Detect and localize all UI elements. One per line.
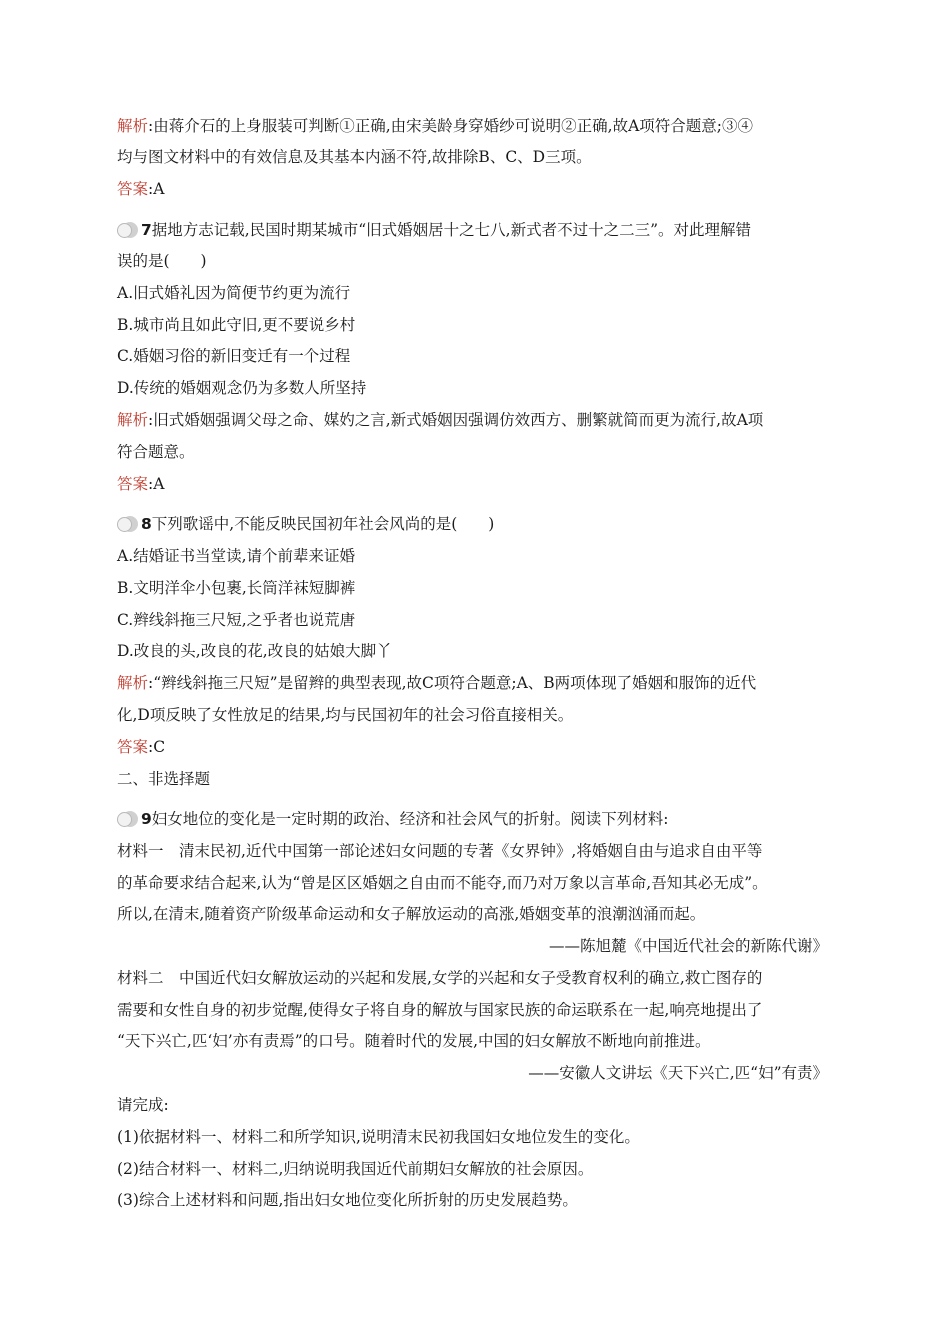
q9-stem	[117, 808, 669, 830]
question-stem: 下列歌谣中,不能反映民国初年社会风尚的是( )	[151, 515, 495, 533]
analysis-text: :旧式婚姻强调父母之命、媒妁之言,新式婚姻因强调仿效西方、删繁就简而更为流行,故A项	[148, 411, 764, 429]
question-marker-icon	[117, 811, 141, 827]
q7-option-b: B.城市尚且如此守旧,更不要说乡村	[117, 316, 356, 334]
q8-analysis-line2: 化,D项反映了女性放足的结果,均与民国初年的社会习俗直接相关。	[117, 706, 574, 724]
q8-option-b: B.文明洋伞小包裹,长筒洋袜短脚裤	[117, 579, 356, 597]
q8-option-a: A.结婚证书当堂读,请个前辈来证婚	[117, 547, 356, 565]
q7-stem-line1	[117, 219, 751, 241]
answer-value: :C	[148, 738, 166, 756]
question-number: 7	[141, 221, 152, 239]
q9-subquestion-1: (1)依据材料一、材料二和所学知识,说明清末民初我国妇女地位发生的变化。	[117, 1128, 640, 1146]
q8-answer	[117, 736, 165, 758]
analysis-label: 解析	[117, 674, 149, 692]
q9-material1-line1: 材料一 清末民初,近代中国第一部论述妇女问题的专著《女界钟》,将婚姻自由与追求自由平等	[117, 842, 763, 860]
answer-value: :A	[148, 180, 165, 198]
question-number: 8	[141, 515, 152, 533]
section-title: 二、非选择题	[117, 770, 211, 788]
answer-label: 答案	[117, 475, 149, 493]
q8-stem	[117, 513, 494, 535]
q9-material2-source: ——安徽人文讲坛《天下兴亡,匹“妇”有责》	[528, 1064, 828, 1082]
q7-option-d: D.传统的婚姻观念仍为多数人所坚持	[117, 379, 367, 397]
q9-material2-line1: 材料二 中国近代妇女解放运动的兴起和发展,女学的兴起和女子受教育权利的确立,救亡图存的	[117, 969, 763, 987]
analysis-label: 解析	[117, 411, 149, 429]
answer-label: 答案	[117, 180, 149, 198]
q7-option-c: C.婚姻习俗的新旧变迁有一个过程	[117, 347, 351, 365]
q9-material2-line3: “天下兴亡,匹‘妇’亦有责焉”的口号。随着时代的发展,中国的妇女解放不断地向前推进。	[117, 1032, 711, 1050]
q9-material1-line3: 所以,在清末,随着资产阶级革命运动和女子解放运动的高涨,婚姻变革的浪潮汹涌而起。	[117, 905, 706, 923]
answer-value: :A	[148, 475, 165, 493]
question-number: 9	[141, 810, 152, 828]
q8-option-d: D.改良的头,改良的花,改良的姑娘大脚丫	[117, 642, 392, 660]
q9-material1-source: ——陈旭麓《中国近代社会的新陈代谢》	[548, 937, 828, 955]
q9-prompt: 请完成:	[117, 1096, 169, 1114]
q9-subquestion-3: (3)综合上述材料和问题,指出妇女地位变化所折射的历史发展趋势。	[117, 1191, 578, 1209]
q7-analysis-line1	[117, 409, 763, 431]
q6-analysis-line1	[117, 115, 753, 137]
question-stem: 妇女地位的变化是一定时期的政治、经济和社会风气的折射。阅读下列材料:	[151, 810, 669, 828]
q9-subquestion-2: (2)结合材料一、材料二,归纳说明我国近代前期妇女解放的社会原因。	[117, 1160, 594, 1178]
q6-analysis-line2: 均与图文材料中的有效信息及其基本内涵不符,故排除B、C、D三项。	[117, 148, 592, 166]
question-stem: 据地方志记载,民国时期某城市“旧式婚姻居十之七八,新式者不过十之二三”。对此理解错	[151, 221, 752, 239]
q7-answer	[117, 473, 164, 495]
question-marker-icon	[117, 516, 141, 532]
q9-material1-line2: 的革命要求结合起来,认为“曾是区区婚姻之自由而不能夺,而乃对万象以言革命,吾知其必无成”。	[117, 874, 768, 892]
q7-analysis-line2: 符合题意。	[117, 443, 195, 461]
q8-option-c: C.辫线斜拖三尺短,之乎者也说荒唐	[117, 611, 356, 629]
question-marker-icon	[117, 222, 141, 238]
analysis-text: :由蒋介石的上身服装可判断①正确,由宋美龄身穿婚纱可说明②正确,故A项符合题意;③④	[148, 117, 754, 135]
q7-option-a: A.旧式婚礼因为简便节约更为流行	[117, 284, 351, 302]
analysis-label: 解析	[117, 117, 149, 135]
answer-label: 答案	[117, 738, 149, 756]
analysis-text: :“辫线斜拖三尺短”是留辫的典型表现,故C项符合题意;A、B两项体现了婚姻和服饰的近代	[148, 674, 757, 692]
q7-stem-line2: 误的是( )	[117, 252, 207, 270]
q9-material2-line2: 需要和女性自身的初步觉醒,使得女子将自身的解放与国家民族的命运联系在一起,响亮地提出了	[117, 1001, 763, 1019]
q6-answer	[117, 178, 164, 200]
q8-analysis-line1	[117, 672, 756, 694]
